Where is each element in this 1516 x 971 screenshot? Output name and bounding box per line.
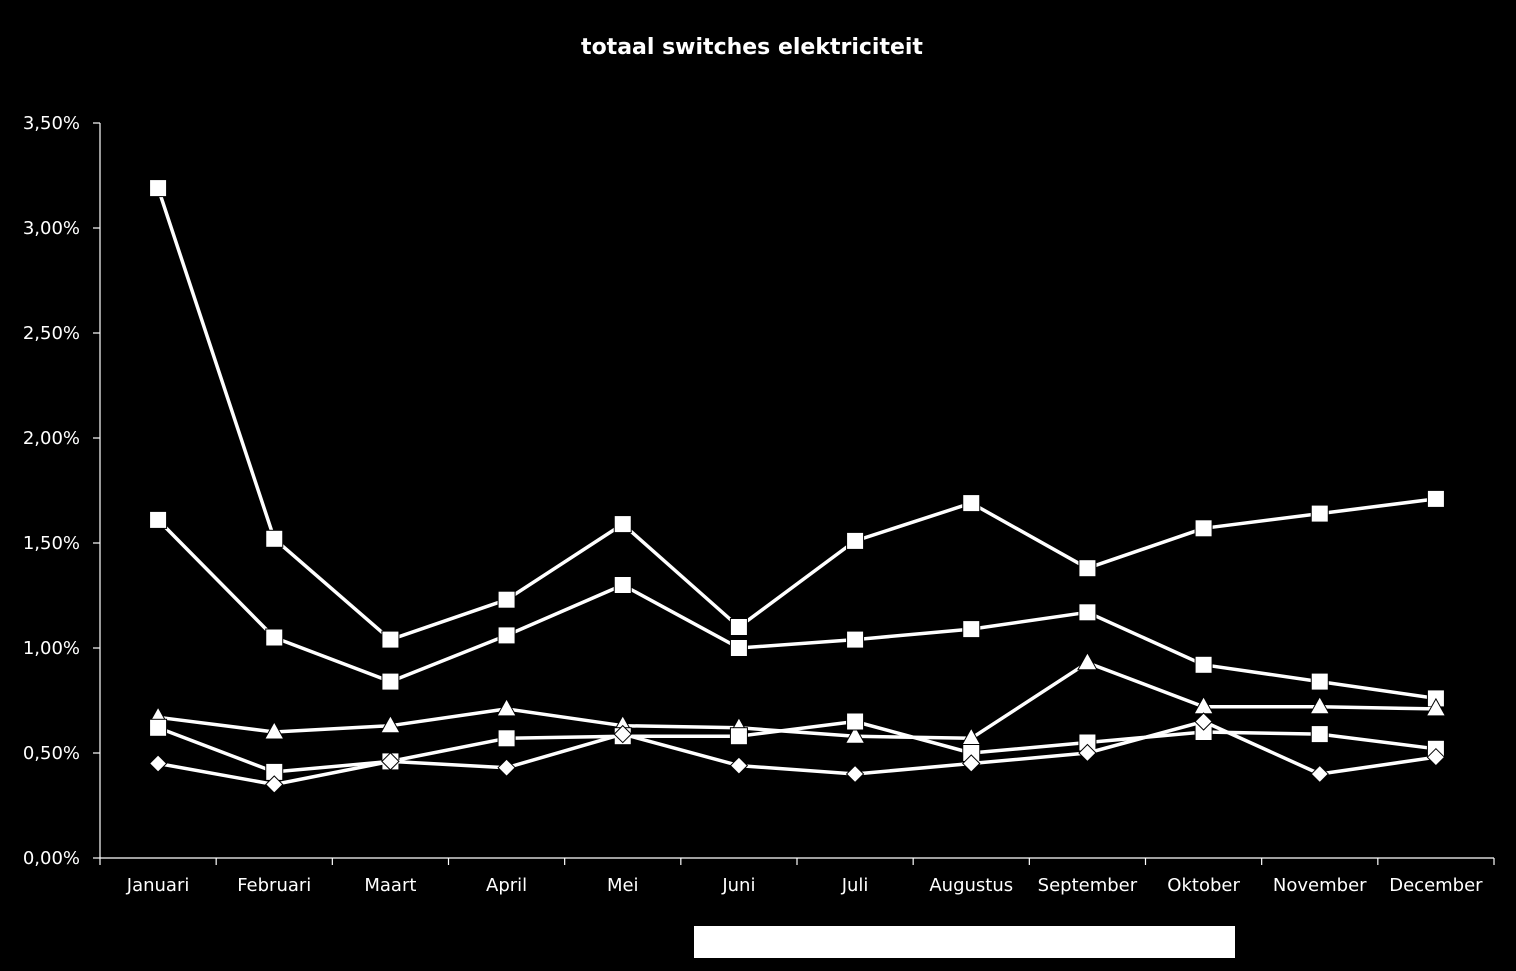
- data-point-square: [1079, 560, 1096, 577]
- x-tick-label: Januari: [126, 875, 190, 896]
- data-point-square: [614, 516, 631, 533]
- data-point-diamond: [730, 757, 747, 774]
- x-tick-label: Februari: [237, 875, 312, 896]
- data-point-square: [150, 511, 167, 528]
- data-point-square: [1311, 673, 1328, 690]
- x-tick-label: Maart: [364, 875, 417, 896]
- data-point-square: [730, 728, 747, 745]
- y-tick-label: 0,50%: [22, 743, 80, 764]
- series-line: [158, 520, 1436, 699]
- series-line: [158, 663, 1436, 739]
- series-2: [150, 511, 1445, 707]
- data-point-square: [963, 495, 980, 512]
- data-point-square: [847, 713, 864, 730]
- data-point-square: [150, 180, 167, 197]
- series-5: [150, 713, 1445, 793]
- series-group: [149, 180, 1446, 793]
- data-point-triangle: [497, 699, 516, 716]
- data-point-diamond: [847, 766, 864, 783]
- y-tick-label: 0,00%: [22, 848, 80, 869]
- y-tick-label: 2,50%: [22, 323, 80, 344]
- data-point-triangle: [1078, 653, 1097, 670]
- data-point-square: [382, 673, 399, 690]
- data-point-square: [1311, 505, 1328, 522]
- data-point-square: [1311, 726, 1328, 743]
- x-tick-label: November: [1272, 875, 1367, 896]
- legend-box: [694, 926, 1235, 958]
- x-tick-label: September: [1037, 875, 1138, 896]
- x-tick-label: Juli: [841, 875, 869, 896]
- data-point-square: [1195, 656, 1212, 673]
- x-tick-label: Juni: [722, 875, 756, 896]
- x-tick-label: December: [1389, 875, 1483, 896]
- x-tick-label: Augustus: [929, 875, 1014, 896]
- data-point-square: [730, 619, 747, 636]
- y-tick-label: 1,00%: [22, 638, 80, 659]
- data-point-square: [1079, 604, 1096, 621]
- y-tick-label: 1,50%: [22, 533, 80, 554]
- data-point-diamond: [498, 759, 515, 776]
- data-point-square: [847, 631, 864, 648]
- data-point-square: [1427, 490, 1444, 507]
- data-point-diamond: [150, 755, 167, 772]
- x-tick-label: April: [486, 875, 528, 896]
- data-point-square: [266, 530, 283, 547]
- data-point-square: [963, 621, 980, 638]
- chart-title: totaal switches elektriciteit: [581, 35, 923, 60]
- series-1: [150, 180, 1445, 648]
- series-line: [158, 188, 1436, 639]
- data-point-diamond: [1311, 766, 1328, 783]
- data-point-square: [847, 532, 864, 549]
- data-point-square: [498, 627, 515, 644]
- data-point-square: [498, 730, 515, 747]
- data-point-square: [382, 631, 399, 648]
- data-point-square: [266, 629, 283, 646]
- data-point-square: [498, 591, 515, 608]
- data-point-square: [730, 640, 747, 657]
- x-tick-label: Mei: [606, 875, 639, 896]
- data-point-square: [1195, 520, 1212, 537]
- y-tick-label: 3,00%: [22, 218, 80, 239]
- x-tick-label: Oktober: [1167, 875, 1240, 896]
- y-tick-label: 3,50%: [22, 113, 80, 134]
- data-point-square: [150, 719, 167, 736]
- y-tick-label: 2,00%: [22, 428, 80, 449]
- data-point-square: [614, 577, 631, 594]
